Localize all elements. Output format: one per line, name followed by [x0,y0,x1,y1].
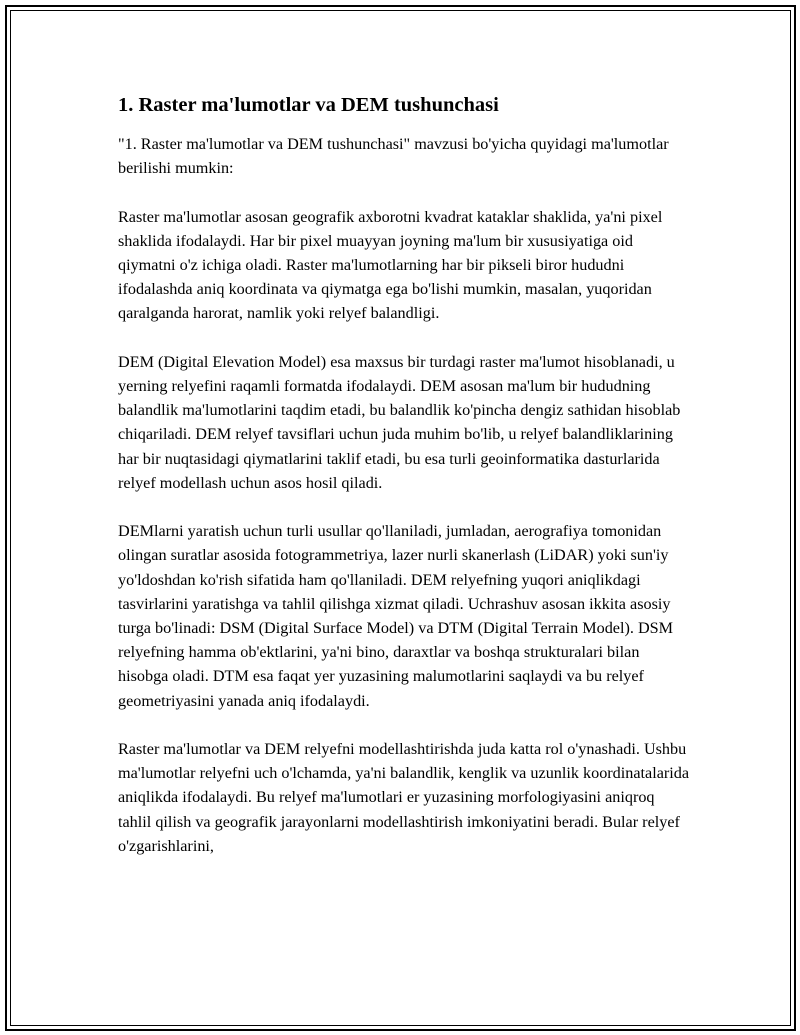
paragraph-dem-methods: DEMlarni yaratish uchun turli usullar qo'llaniladi, jumladan, aerografiya tomonidan olingan suratlar asosida fotogrammetriya, lazer nurli skanerlash (LiDAR) yoki sun'iy yo'ldoshdan ko'rish sifatida ham qo'llaniladi. DEM relyefning yuqori aniqlikdagi tasvirlarini yaratishga va tahlil qilishga xizmat qiladi. Uchrashuv asosan ikkita asosiy turga bo'linadi: DSM (Digital Surface Model) va DTM (Digital Terrain Model). DSM relyefning hamma ob'ektlarini, ya'ni bino, daraxtlar va boshqa strukturalari bilan hisobga oladi. DTM esa faqat yer yuzasining malumotlarini saqlaydi va bu relyef geometriyasini yanada aniq ifodalaydi. [118,522,674,710]
paragraph-dem: DEM (Digital Elevation Model) esa maxsus bir turdagi raster ma'lumot hisoblanadi, u yerning relyefini raqamli formatda ifodalaydi. DEM asosan ma'lum bir hududning balandlik ma'lumotlarini taqdim etadi, bu balandlik ko'pincha dengiz sathidan hisoblab chiqariladi. DEM relyef tavsiflari uchun juda muhim bo'lib, u relyef balandliklarining har bir nuqtasidagi qiymatlarini taklif etadi, bu esa turli geoinformatika dasturlarida relyef modellash uchun asos hosil qiladi. [118,352,681,492]
paragraph-modelling: Raster ma'lumotlar va DEM relyefni modellashtirishda juda katta rol o'ynashadi. Ushbu ma'lumotlar relyefni uch o'lchamda, ya'ni balandlik, kenglik va uzunlik koordinatalarida aniqlikda ifodalaydi. Bu relyef ma'lumotlari er yuzasining morfologiyasini aniqroq tahlil qilish va geografik jarayonlarni modellashtirish imkoniyatini beradi. Bular relyef o'zgarishlarini, [118,740,690,855]
document-body [118,91,690,882]
paragraph-intro: "1. Raster ma'lumotlar va DEM tushunchasi" mavzusi bo'yicha quyidagi ma'lumotlar berilishi mumkin: [118,135,669,178]
paragraph-raster: Raster ma'lumotlar asosan geografik axborotni kvadrat kataklar shaklida, ya'ni pixel shaklida ifodalaydi. Har bir pixel muayyan joyning ma'lum bir xususiyatiga oid qiymatni o'z ichiga oladi. Raster ma'lumotlarning har bir pikseli biror hududni ifodalashda aniq koordinata va qiymatga ega bo'lishi mumkin, masalan, yuqoridan qaralganda harorat, namlik yoki relyef balandligi. [118,207,663,323]
document-title: 1. Raster ma'lumotlar va DEM tushunchasi [118,94,499,116]
